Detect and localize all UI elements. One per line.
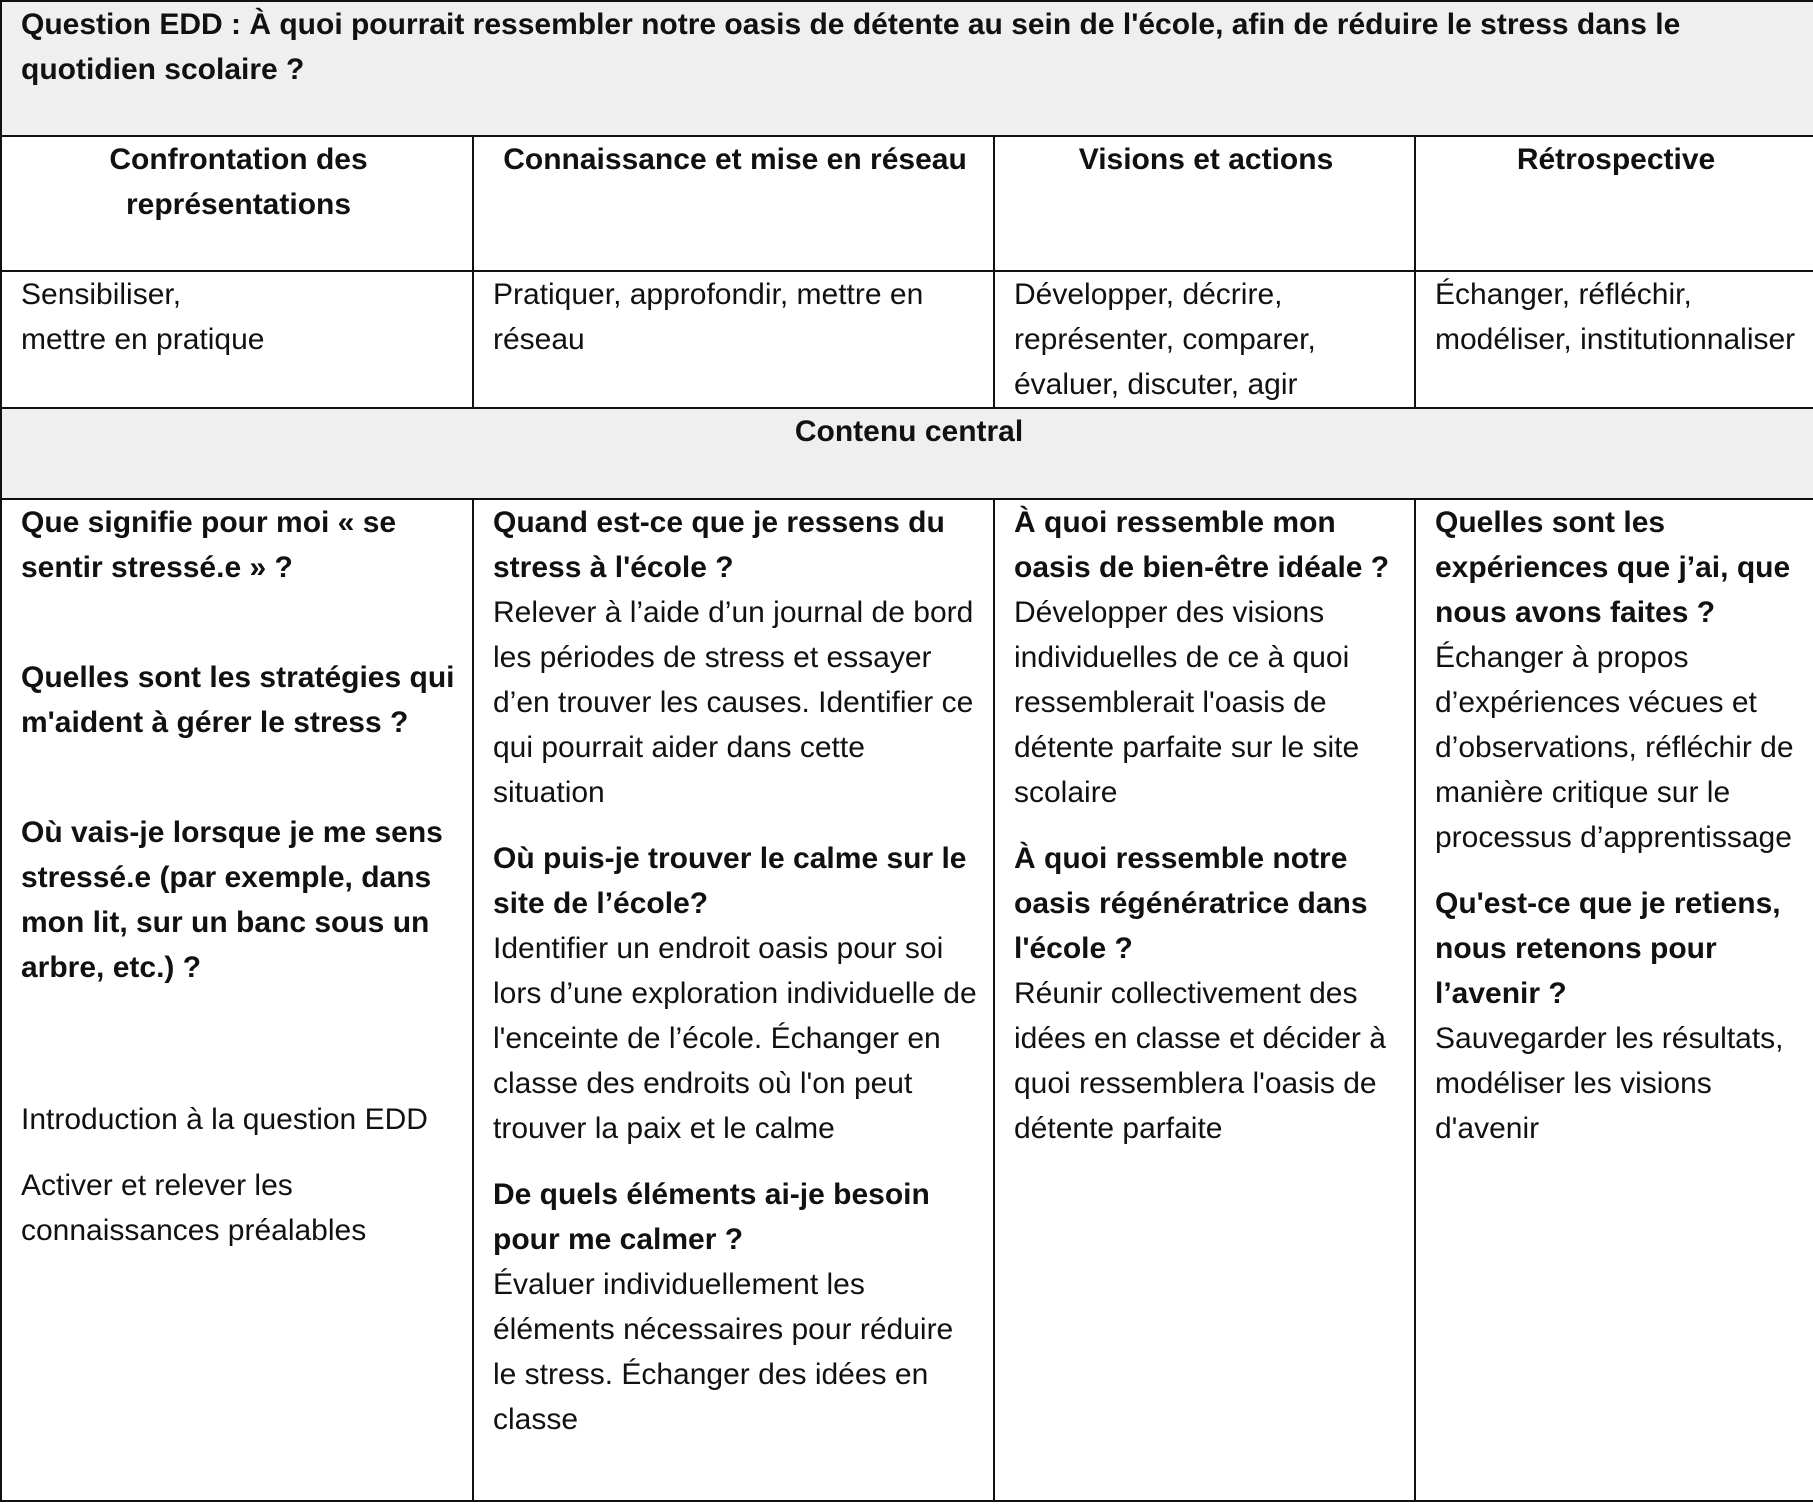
col2-text-1: Relever à l’aide d’un journal de bord les périodes de stress et essayer d’en trouver les causes. Identifier ce qui pourrait aider dans cette situation [493, 596, 974, 809]
col2-text-3: Évaluer individuellement les éléments nécessaires pour réduire le stress. Échanger des idées en classe [493, 1268, 954, 1436]
phase-verbs-3: Développer, décrire, représenter, comparer, évaluer, discuter, agir [994, 271, 1415, 408]
central-content-row [1, 408, 1813, 499]
phase-verbs-4: Échanger, réfléchir, modéliser, institutionnaliser [1415, 271, 1813, 408]
col3-block-1 [1014, 500, 1398, 815]
col3-question-1: À quoi ressemble mon oasis de bien-être idéale ? [1014, 506, 1390, 584]
col1-note-2: Activer et relever les connaissances préalables [21, 1169, 367, 1247]
col4-block-2 [1435, 881, 1797, 1151]
phase-heading-2: Connaissance et mise en réseau [473, 136, 994, 271]
col2-text-2: Identifier un endroit oasis pour soi lors d’une exploration individuelle de l'enceinte de l’école. Échanger en classe des endroits où l'on peut trouver la paix et le calme [493, 932, 977, 1145]
col1-note-1: Introduction à la question EDD [21, 1103, 428, 1136]
col4-block-1 [1435, 500, 1797, 860]
col2-block-2 [493, 836, 977, 1151]
col3-question-2: À quoi ressemble notre oasis régénératrice dans l'école ? [1014, 842, 1368, 965]
central-content-heading: Contenu central [1, 408, 1813, 499]
phase-verbs-1 [1, 271, 473, 408]
col3-text-1: Développer des visions individuelles de ce à quoi ressemblerait l'oasis de détente parfaite sur le site scolaire [1014, 596, 1360, 809]
phase-heading-4: Rétrospective [1415, 136, 1813, 271]
col2-question-1: Quand est-ce que je ressens du stress à l'école ? [493, 506, 945, 584]
content-column-4 [1415, 499, 1813, 1501]
col2-block-3 [493, 1172, 977, 1442]
col2-question-3: De quels éléments ai-je besoin pour me calmer ? [493, 1178, 930, 1256]
phase-heading-3: Visions et actions [994, 136, 1415, 271]
spacer [21, 990, 456, 1097]
content-row [1, 499, 1813, 1501]
phase-heading-1: Confrontation des représentations [1, 136, 473, 271]
col4-text-2: Sauvegarder les résultats, modéliser les visions d'avenir [1435, 1022, 1784, 1145]
col4-question-2: Qu'est-ce que je retiens, nous retenons pour l’avenir ? [1435, 887, 1781, 1010]
title-row [1, 1, 1813, 136]
col4-question-1: Quelles sont les expériences que j’ai, que nous avons faites ? [1435, 506, 1791, 629]
spacer [21, 590, 456, 655]
col1-question-1: Que signifie pour moi « se sentir stressé.e » ? [21, 506, 397, 584]
content-column-3 [994, 499, 1415, 1501]
phase-verbs-1-line-2: mettre en pratique [21, 323, 265, 356]
col2-question-2: Où puis-je trouver le calme sur le site de l’école? [493, 842, 967, 920]
content-column-2 [473, 499, 994, 1501]
phase-header-row [1, 136, 1813, 271]
edd-question-title: Question EDD : À quoi pourrait ressembler notre oasis de détente au sein de l'école, afin de réduire le stress dans le quotidien scolaire ? [1, 1, 1813, 136]
col1-question-3: Où vais-je lorsque je me sens stressé.e (par exemple, dans mon lit, sur un banc sous un arbre, etc.) ? [21, 816, 443, 984]
col1-question-2: Quelles sont les stratégies qui m'aident à gérer le stress ? [21, 661, 455, 739]
col3-text-2: Réunir collectivement des idées en classe et décider à quoi ressemblera l'oasis de détente parfaite [1014, 977, 1386, 1145]
phase-verbs-row [1, 271, 1813, 408]
content-column-1 [1, 499, 473, 1501]
phase-verbs-1-line-1: Sensibiliser, [21, 278, 182, 311]
col4-text-1: Échanger à propos d’expériences vécues et d’observations, réfléchir de manière critique sur le processus d’apprentissage [1435, 641, 1794, 854]
col3-block-2 [1014, 836, 1398, 1151]
spacer [21, 745, 456, 810]
col2-block-1 [493, 500, 977, 815]
phase-verbs-2: Pratiquer, approfondir, mettre en réseau [473, 271, 994, 408]
